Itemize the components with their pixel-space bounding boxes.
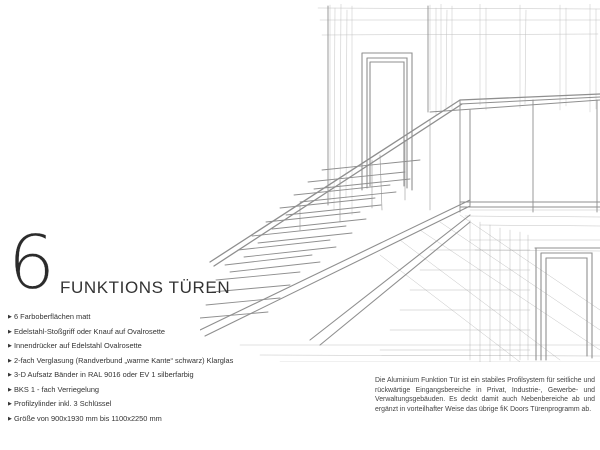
bullet-icon: ▶ bbox=[8, 328, 12, 335]
feature-item bbox=[8, 412, 233, 427]
feature-text: Edelstahl-Stoßgriff oder Knauf auf Ovalrosette bbox=[14, 326, 166, 336]
feature-text: 2-fach Verglasung (Randverbund „warme Kante“ schwarz) Klarglas bbox=[14, 355, 234, 365]
feature-item bbox=[8, 310, 233, 325]
page-heading: FUNKTIONS TÜREN bbox=[60, 278, 231, 297]
bullet-icon: ▶ bbox=[8, 372, 12, 378]
bullet-icon: ▶ bbox=[8, 343, 12, 349]
feature-item bbox=[8, 368, 233, 383]
bullet-icon: ▶ bbox=[8, 415, 12, 422]
feature-text: 6 Farboberflächen matt bbox=[14, 312, 91, 321]
bullet-icon: ▶ bbox=[8, 357, 12, 364]
number-six: 6 bbox=[8, 220, 54, 306]
description-paragraph: Die Aluminium Funktion Tür ist ein stabiles Profilsystem für seitliche und rückwärtige Eingangsbereiche in Privat, Industrie-, Gewerbe- und Verwaltungsgebäuden. Es deckt damit auch Nebenbereiche ab und ergänzt in vorteilhafter Weise das übrige fiK Doors Türenprogramm ab. bbox=[375, 377, 595, 413]
feature-text: Profilzylinder inkl. 3 Schlüssel bbox=[14, 399, 112, 408]
feature-item bbox=[8, 397, 233, 412]
feature-text: Größe von 900x1930 mm bis 1100x2250 mm bbox=[14, 413, 162, 423]
feature-list bbox=[8, 310, 233, 426]
feature-item bbox=[8, 383, 233, 398]
feature-item bbox=[8, 354, 233, 369]
bullet-icon: ▶ bbox=[8, 314, 12, 320]
feature-text: BKS 1 - fach Verriegelung bbox=[14, 384, 100, 394]
feature-item bbox=[8, 325, 233, 340]
bullet-icon: ▶ bbox=[8, 386, 12, 393]
feature-text: Innendrücker auf Edelstahl Ovalrosette bbox=[14, 341, 142, 350]
bullet-icon: ▶ bbox=[8, 401, 12, 407]
feature-item bbox=[8, 339, 233, 354]
feature-text: 3-D Aufsatz Bänder in RAL 9016 oder EV 1 silberfarbig bbox=[14, 370, 194, 379]
